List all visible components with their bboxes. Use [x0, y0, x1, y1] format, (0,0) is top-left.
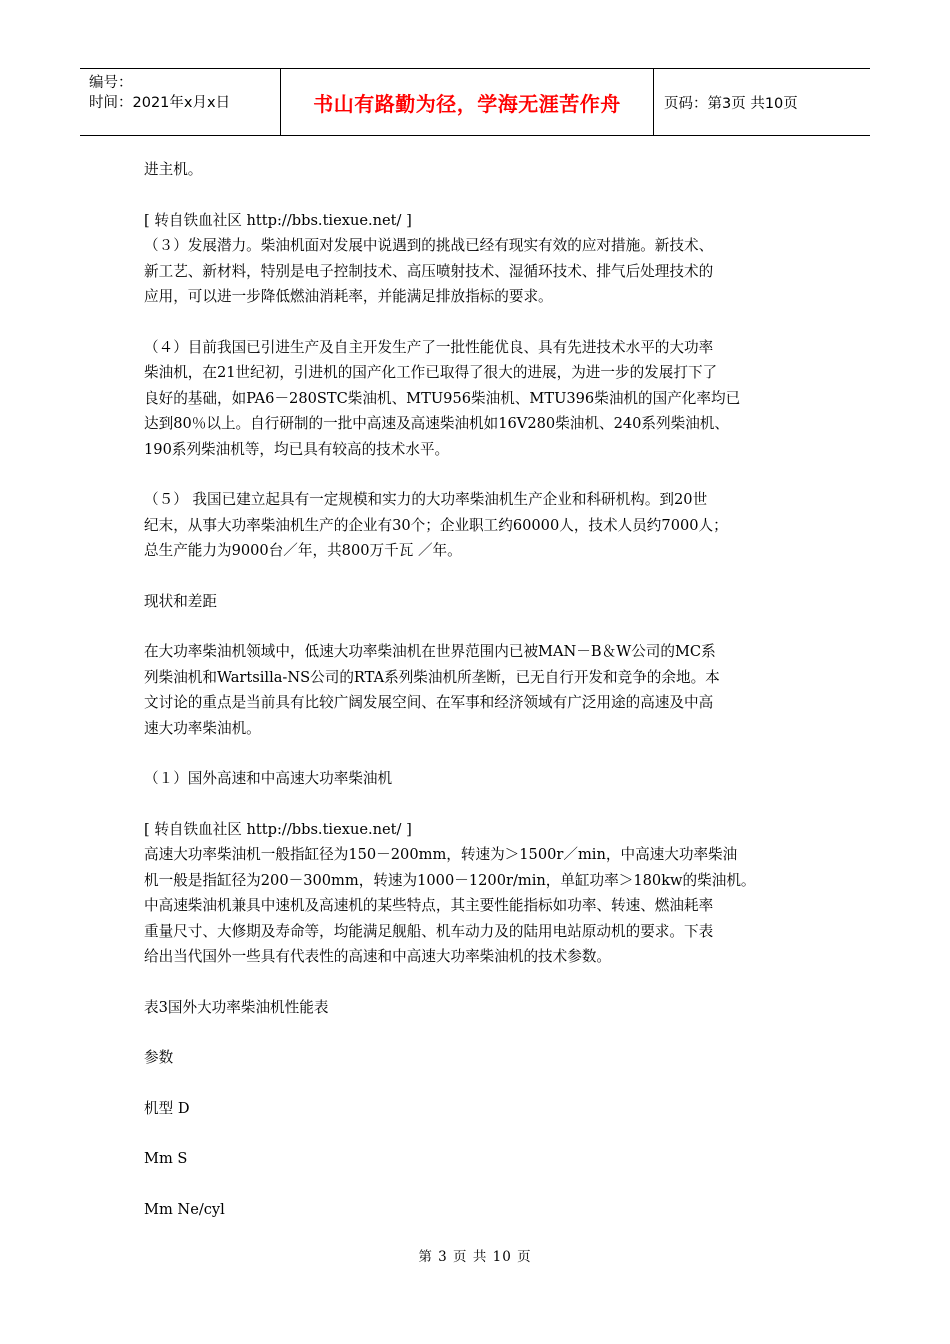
text-line: 机型 D: [144, 1099, 190, 1117]
text-line: 列柴油机和Wartsilla-NS公司的RTA系列柴油机所垄断，已无自行开发和竞争的余地。本: [144, 668, 720, 686]
paragraph-gap: [144, 462, 824, 487]
text-line: 新工艺、新材料，特别是电子控制技术、高压喷射技术、湿循环技术、排气后处理技术的: [144, 262, 714, 280]
paragraph-gap: [144, 564, 824, 589]
text-line: 进主机。: [144, 161, 203, 178]
text-line: 速大功率柴油机。: [144, 719, 261, 737]
paragraph-gap: [144, 970, 824, 995]
paragraph-gap: [144, 792, 824, 817]
paragraph-gap: [144, 1121, 824, 1146]
text-line: 中高速柴油机兼具中速机及高速机的某些特点，其主要性能指标如功率、转速、燃油耗率: [144, 897, 714, 914]
paragraph-gap: [144, 310, 824, 335]
motto: 书山有路勤为径，学海无涯苦作舟: [313, 91, 621, 116]
paragraph-gap: [144, 741, 824, 766]
page-footer: 第 3 页 共 10 页: [418, 1249, 532, 1265]
text-line: Mm Ne/cyl: [144, 1200, 225, 1218]
text-line: 现状和差距: [144, 592, 217, 610]
text-line: 文讨论的重点是当前具有比较广阔发展空间、在军事和经济领域有广泛用途的高速及中高: [144, 694, 714, 711]
text-line: 参数: [144, 1049, 174, 1066]
paragraph-gap: [144, 183, 824, 208]
text-line: 重量尺寸、大修期及寿命等，均能满足舰船、机车动力及的陆用电站原动机的要求。下表: [144, 922, 714, 940]
text-line: 机一般是指缸径为200－300mm，转速为1000－1200r/min，单缸功率＞180kw的柴油机。: [144, 871, 756, 889]
page-header: [80, 68, 870, 136]
header-meta: [80, 69, 281, 135]
text-line: （１）国外高速和中高速大功率柴油机: [144, 770, 393, 787]
text-line: 总生产能力为9000台／年，共800万千瓦 ／年。: [144, 542, 462, 559]
text-line: [ 转自铁血社区 http://bbs.tiexue.net/ ]: [144, 820, 412, 838]
paragraph-gap: [144, 1020, 824, 1045]
number-label: 编号：: [89, 75, 133, 91]
text-line: 表3国外大功率柴油机性能表: [144, 998, 329, 1016]
text-line: （３）发展潜力。柴油机面对发展中说遇到的挑战已经有现实有效的应对措施。新技术、: [144, 237, 714, 254]
text-line: 应用，可以进一步降低燃油消耗率，并能满足排放指标的要求。: [144, 288, 553, 305]
text-line: 良好的基础，如PA6－280STC柴油机、MTU956柴油机、MTU396柴油机的国产化率均已: [144, 389, 741, 407]
time-label: 时间：2021年x月x日: [89, 95, 231, 111]
header-motto-cell: [281, 69, 654, 135]
text-line: Mm S: [144, 1150, 188, 1167]
text-line: 190系列柴油机等，均已具有较高的技术水平。: [144, 440, 450, 458]
page-info: 页码：第3页 共10页: [664, 95, 798, 112]
text-line: 给出当代国外一些具有代表性的高速和中高速大功率柴油机的技术参数。: [144, 948, 612, 965]
text-line: 高速大功率柴油机一般指缸径为150－200mm，转速为＞1500r／min，中高速大功率柴油: [144, 846, 738, 863]
paragraph-gap: [144, 1172, 824, 1197]
header-page-info-cell: [654, 69, 870, 135]
text-line: （５） 我国已建立起具有一定规模和实力的大功率柴油机生产企业和科研机构。到20世: [144, 491, 708, 508]
text-line: 纪末，从事大功率柴油机生产的企业有30个；企业职工约60000人，技术人员约7000人；: [144, 516, 728, 534]
paragraph-gap: [144, 614, 824, 639]
document-body: [144, 157, 824, 1222]
paragraph-gap: [144, 1071, 824, 1096]
text-line: [ 转自铁血社区 http://bbs.tiexue.net/ ]: [144, 211, 412, 229]
text-line: 在大功率柴油机领域中，低速大功率柴油机在世界范围内已被MAN－B＆W公司的MC系: [144, 643, 716, 660]
text-line: （４）目前我国已引进生产及自主开发生产了一批性能优良、具有先进技术水平的大功率: [144, 338, 714, 356]
text-line: 柴油机，在21世纪初，引进机的国产化工作已取得了很大的进展，为进一步的发展打下了: [144, 364, 718, 381]
text-line: 达到80％以上。自行研制的一批中高速及高速柴油机如16V280柴油机、240系列柴油机、: [144, 415, 729, 432]
